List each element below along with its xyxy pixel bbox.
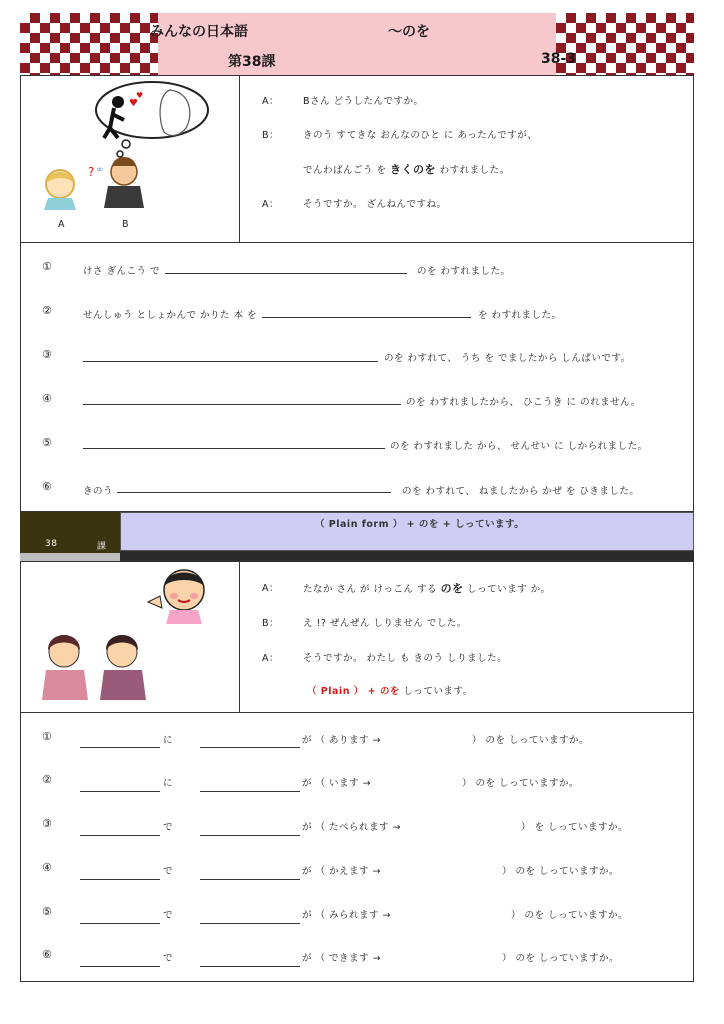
section2-pattern: （ Plain form ） + のを + しっています。 (315, 519, 525, 530)
dialog2-line3-speaker: A： (262, 653, 279, 664)
ex2-end: ） のを しっていますか。 (511, 910, 629, 921)
dialog1-line2-speaker: B： (262, 130, 280, 141)
checker-left (20, 13, 158, 75)
ex2-num: ③ (42, 817, 52, 830)
ex2-blank-b[interactable] (200, 747, 300, 748)
dialog2-line2-speaker: B： (262, 618, 280, 629)
label-a: A (58, 219, 65, 230)
ex1-blank-3[interactable] (83, 361, 378, 362)
dialog1-line1-text: Bさん どうしたんですか。 (303, 96, 424, 107)
ex1-post-6: のを わすれて、 ねましたから かぜ を ひきました。 (402, 486, 640, 497)
dialog1-line2-text: きのう すてきな おんなのひと に あったんですが、 (303, 130, 538, 141)
ex1-num-4: ④ (42, 392, 52, 405)
ex1-pre-2: せんしゅう としょかんで かりた 本 を (83, 310, 258, 321)
ex1-num-1: ① (42, 260, 52, 273)
header-grammar: ～のを (388, 24, 430, 40)
ex2-verb: が （ います → (302, 778, 372, 789)
section2-lesson-kanji: 課 (97, 542, 107, 552)
ex1-blank-5[interactable] (83, 448, 385, 449)
header-lesson: 第38課 (228, 54, 276, 70)
section2-dark-strip (120, 551, 694, 561)
ex1-num-2: ② (42, 304, 52, 317)
svg-text:∞: ∞ (96, 165, 104, 175)
header-code: 38-3 (541, 51, 577, 67)
dialog2-line1 (303, 580, 551, 596)
ex2-particle: で (163, 822, 174, 833)
ex2-verb: が （ みられます → (302, 910, 392, 921)
label-b: B (122, 219, 130, 230)
ex2-blank-b[interactable] (200, 791, 300, 792)
ex2-particle: に (163, 735, 174, 746)
ex1-num-3: ③ (42, 348, 52, 361)
ex2-verb: が （ あります → (302, 735, 382, 746)
dialog2-line1-emph: のを (440, 582, 464, 595)
ex2-num: ④ (42, 861, 52, 874)
dialog2-rule-red: （ Plain ） + のを (307, 686, 400, 697)
ex2-verb: が （ できます → (302, 953, 382, 964)
ex1-pre-6: きのう (83, 486, 114, 497)
ex2-blank-b[interactable] (200, 879, 300, 880)
dialog1-line4-speaker: A： (262, 199, 279, 210)
ex1-num-6: ⑥ (42, 480, 52, 493)
section1-divider-h (20, 242, 694, 243)
ex2-num: ⑤ (42, 905, 52, 918)
dialog1-line1-speaker: A： (262, 96, 279, 107)
dialog1-line3-post: わすれました。 (436, 165, 510, 176)
header-title: みんなの日本語 (150, 24, 248, 40)
ex2-blank-b[interactable] (200, 923, 300, 924)
ex1-post-2: を わすれました。 (478, 310, 562, 321)
ex2-particle: で (163, 953, 174, 964)
ex1-blank-2[interactable] (262, 317, 471, 318)
ex2-num: ⑥ (42, 948, 52, 961)
ex2-end: ） のを しっていますか。 (502, 953, 620, 964)
ex2-blank-b[interactable] (200, 835, 300, 836)
ex2-blank-a[interactable] (80, 966, 160, 967)
ex2-blank-a[interactable] (80, 747, 160, 748)
section2-gray-strip (20, 553, 120, 561)
ex2-end: ） のを しっていますか。 (502, 866, 620, 877)
section2-divider-h (20, 712, 694, 713)
ex2-num: ② (42, 773, 52, 786)
ex2-particle: で (163, 910, 174, 921)
dialog2-line3-text: そうですか。 わたし も きのう しりました。 (303, 653, 508, 664)
ex1-blank-6[interactable] (117, 492, 391, 493)
dialog1-line3 (303, 161, 510, 177)
svg-text:♥: ♥ (136, 91, 144, 100)
ex1-post-3: のを わすれて、 うち を でましたから しんぱいです。 (384, 353, 631, 364)
ex1-blank-4[interactable] (83, 404, 401, 405)
ex1-pre-1: けさ ぎんこう で (83, 266, 161, 277)
ex1-num-5: ⑤ (42, 436, 52, 449)
ex2-blank-b[interactable] (200, 966, 300, 967)
dialog2-line1-speaker: A： (262, 583, 279, 594)
ex2-end: ） のを しっていますか。 (472, 735, 590, 746)
dialog1-line3-emph: きくのを (390, 163, 437, 176)
section2-lesson-num: 38 (45, 539, 58, 549)
dialog1-line4-text: そうですか。 ざんねんですね。 (303, 199, 447, 210)
ex1-post-4: のを わすれましたから、 ひこうき に のれません。 (406, 397, 641, 408)
ex2-blank-a[interactable] (80, 791, 160, 792)
svg-text:♥: ♥ (129, 98, 138, 109)
ex2-num: ① (42, 730, 52, 743)
ex2-verb: が （ たべられます → (302, 822, 402, 833)
dialog2-rule-rest: しっています。 (399, 686, 473, 697)
ex2-blank-a[interactable] (80, 835, 160, 836)
illustration-forgot-number (30, 80, 230, 230)
ex1-post-5: のを わすれました から、 せんせい に しかられました。 (390, 441, 648, 452)
dialog2-line1-post: しっています か。 (463, 584, 551, 595)
section1-divider-v (239, 75, 240, 242)
dialog2-rule (307, 683, 473, 697)
section2-divider-v (239, 561, 240, 712)
ex1-post-1: のを わすれました。 (417, 266, 511, 277)
ex2-end: ） のを しっていますか。 (462, 778, 580, 789)
dialog2-line1-pre: たなか さん が けっこん する (303, 584, 441, 595)
ex2-blank-a[interactable] (80, 923, 160, 924)
ex2-particle: に (163, 778, 174, 789)
svg-text:?: ? (88, 165, 95, 179)
ex2-verb: が （ かえます → (302, 866, 382, 877)
ex1-blank-1[interactable] (165, 273, 407, 274)
ex2-blank-a[interactable] (80, 879, 160, 880)
illustration-gossip (36, 566, 226, 706)
ex2-particle: で (163, 866, 174, 877)
ex2-end: ） を しっていますか。 (521, 822, 629, 833)
dialog2-line2-text: え !? ぜんぜん しりません でした。 (303, 618, 467, 629)
checker-right (556, 13, 694, 75)
dialog1-line3-pre: でんわばんごう を (303, 165, 391, 176)
